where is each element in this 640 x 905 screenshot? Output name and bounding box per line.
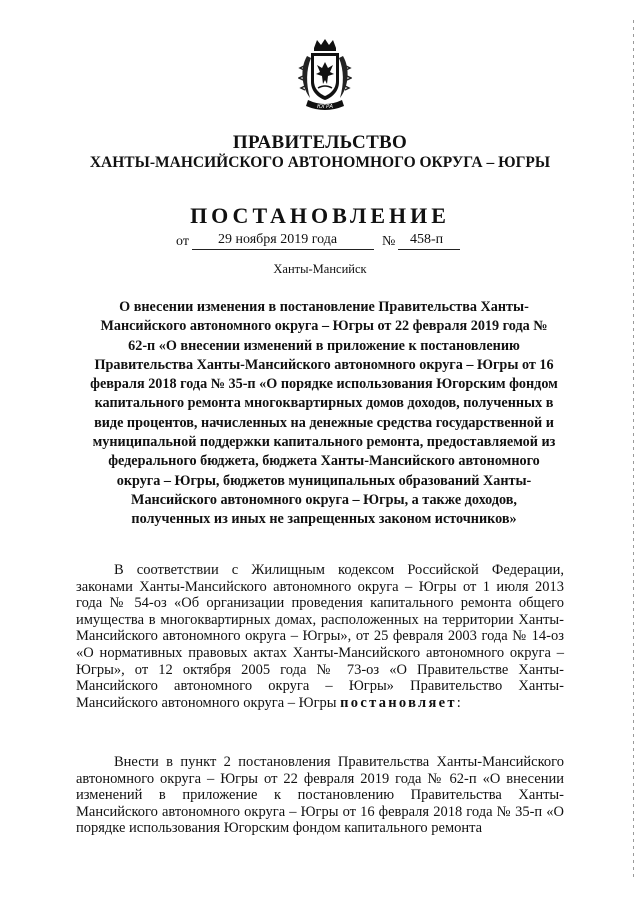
- date-prefix: от: [176, 234, 189, 249]
- decree-word: постановляет: [340, 694, 457, 711]
- document-subject: О внесении изменения в постановление Правительства Ханты-Мансийского автономного округа – Югры от 22 февраля 2019 года № 62-п «О внесении изменений в приложение к постановлению Правительства Ханты-Мансийского автономного округа – Югры от 16 февраля 2018 года № 35-п «О порядке использования Югорским фондом капитального ремонта многоквартирных домов доходов, полученных в виде процентов, начисленных на денежные средства государственной и муниципальной поддержки капитального ремонта, предоставляемой из федерального бюджета, бюджета Ханты-Мансийского автономного округа – Югры, бюджетов муниципальных образований Ханты-Мансийского автономного округа – Югры, а также доходов, полученных из иных не запрещенных законом источников»: [90, 299, 558, 528]
- decree-punct: :: [456, 694, 461, 711]
- paragraph-1-text: В соответствии с Жилищным кодексом Российской Федерации, законами Ханты-Мансийского автономного округа – Югры от 1 июля 2013 года № 54-оз «Об организации проведения капитального ремонта общего имущества в многоквартирных домах, расположенных на территории Ханты-Мансийского автономного округа – Югры», от 25 февраля 2003 года № 14-оз «О нормативных правовых актах Ханты-Мансийского автономного округа – Югры», от 12 октября 2005 года № 73-оз «О Правительстве Ханты-Мансийского автономного округа – Югры» Правительство Ханты-Мансийского автономного округа – Югры: [76, 562, 564, 711]
- government-subtitle: ХАНТЫ-МАНСИЙСКОГО АВТОНОМНОГО ОКРУГА – ЮГРЫ: [89, 154, 551, 171]
- city-name: Ханты-Мансийск: [273, 262, 367, 276]
- date-underline: [192, 249, 374, 250]
- number-underline: [398, 249, 460, 250]
- number-prefix: №: [382, 234, 396, 249]
- document-date: 29 ноября 2019 года: [218, 232, 338, 247]
- paragraph-1: [76, 562, 564, 711]
- date-number-row: [0, 232, 640, 254]
- document-number: 458-п: [410, 232, 444, 247]
- government-title: ПРАВИТЕЛЬСТВО: [232, 132, 408, 153]
- emblem-caption: ЮГРА: [316, 104, 334, 110]
- coat-of-arms-icon: [298, 38, 352, 116]
- document-type: ПОСТАНОВЛЕНИЕ: [190, 203, 450, 228]
- paragraph-2: Внести в пункт 2 постановления Правительства Ханты-Мансийского автономного округа – Югры от 22 февраля 2019 года № 62-п «О внесении изменений в приложение к постановлению Правительства Ханты-Мансийского автономного округа – Югры от 16 февраля 2018 года № 35-п «О порядке использования Югорским фондом капитального ремонта: [76, 754, 564, 837]
